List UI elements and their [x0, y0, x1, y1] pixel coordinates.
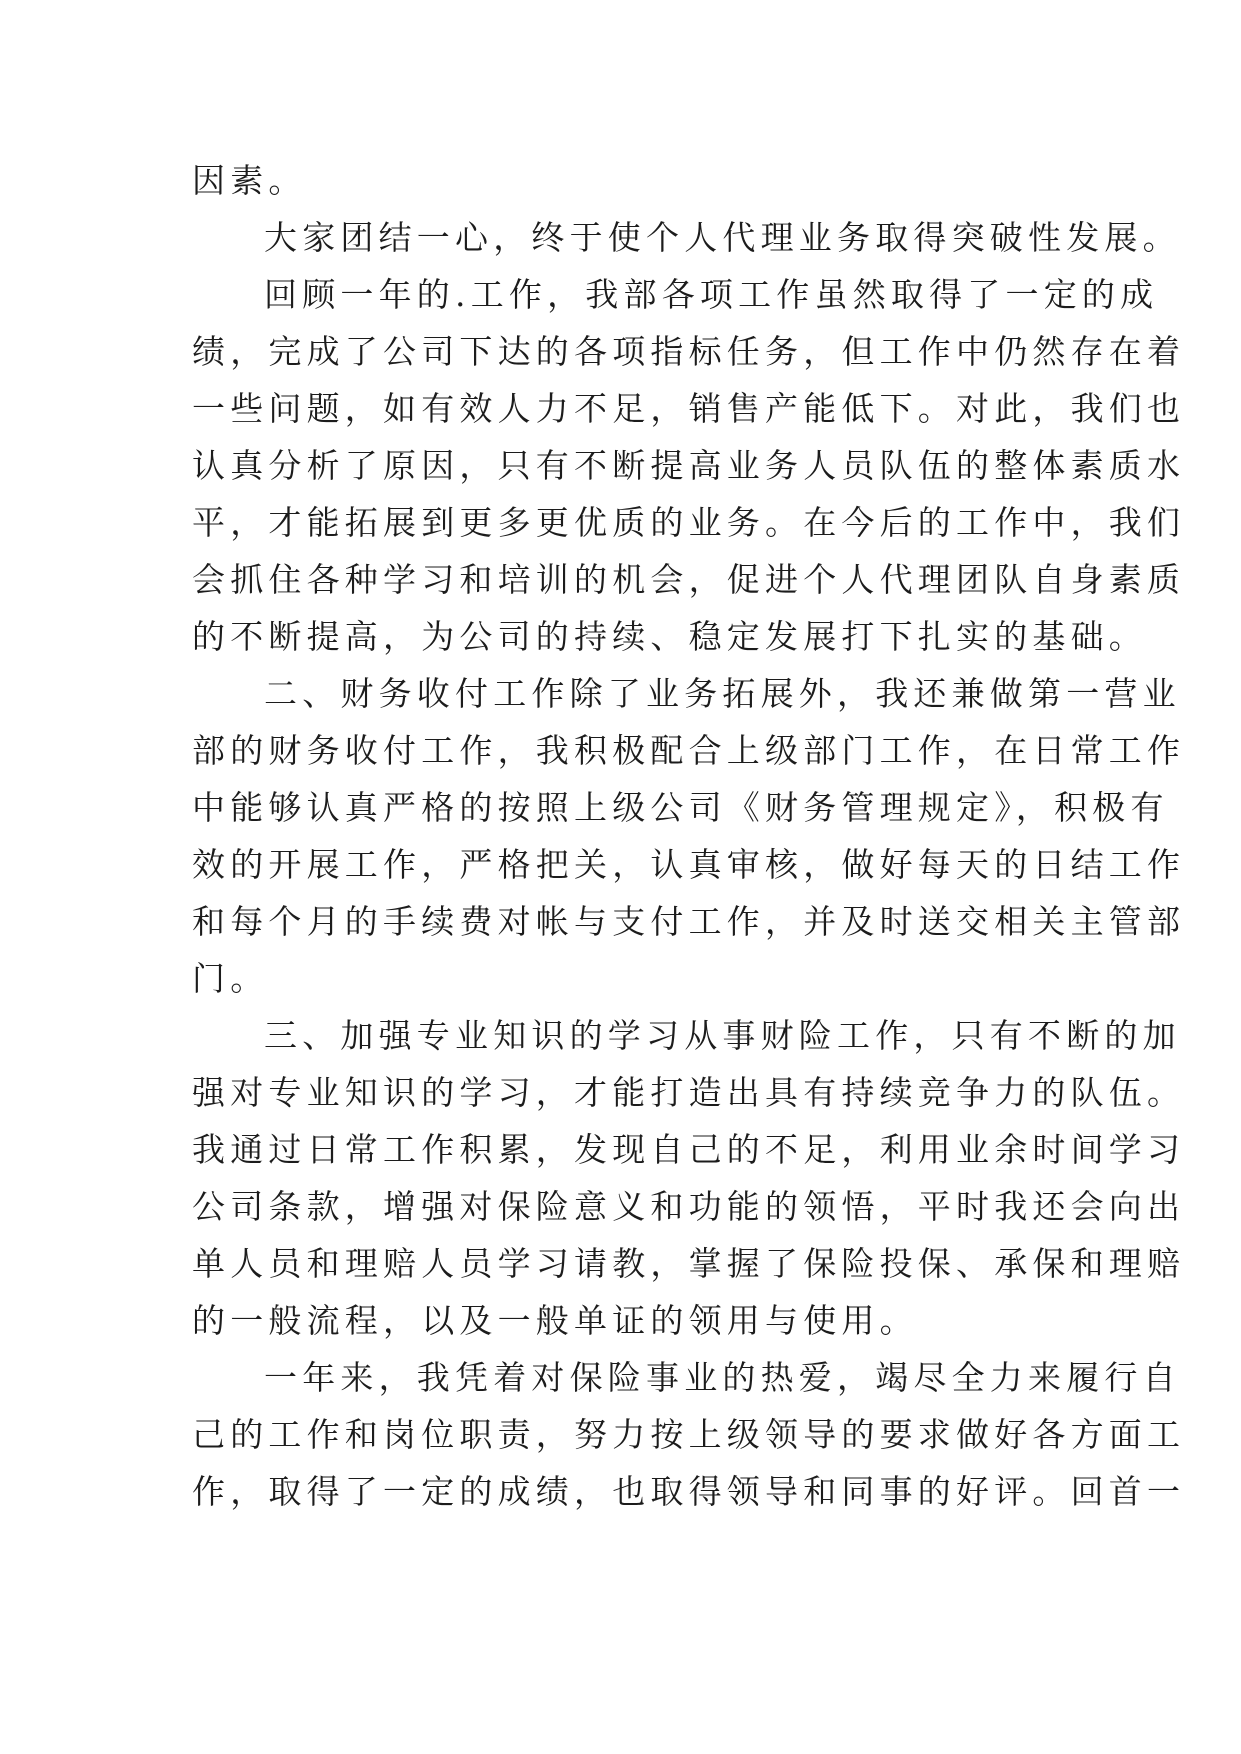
text-line: 平，才能拓展到更多更优质的业务。在今后的工作中，我们 [192, 503, 1186, 542]
text-line: 和每个月的手续费对帐与支付工作，并及时送交相关主管部 [192, 902, 1186, 941]
text-line: 我通过日常工作积累，发现自己的不足，利用业余时间学习 [192, 1130, 1186, 1169]
text-line: 认真分析了原因，只有不断提高业务人员队伍的整体素质水 [192, 446, 1186, 485]
text-line: 会抓住各种学习和培训的机会，促进个人代理团队自身素质 [192, 560, 1186, 599]
text-line: 强对专业知识的学习，才能打造出具有持续竞争力的队伍。 [192, 1073, 1186, 1112]
text-line: 的一般流程，以及一般单证的领用与使用。 [192, 1301, 918, 1340]
text-line: 二、财务收付工作除了业务拓展外，我还兼做第一营业 [264, 674, 1181, 713]
text-line: 门。 [192, 959, 269, 998]
text-line: 回顾一年的.工作，我部各项工作虽然取得了一定的成 [264, 275, 1159, 314]
text-line: 己的工作和岗位职责，努力按上级领导的要求做好各方面工 [192, 1415, 1186, 1454]
text-line: 的不断提高，为公司的持续、稳定发展打下扎实的基础。 [192, 617, 1147, 656]
text-line: 三、加强专业知识的学习从事财险工作，只有不断的加 [264, 1016, 1181, 1055]
text-line: 因素。 [192, 161, 307, 200]
text-line: 效的开展工作，严格把关，认真审核，做好每天的日结工作 [192, 845, 1186, 884]
text-line: 部的财务收付工作，我积极配合上级部门工作，在日常工作 [192, 731, 1186, 770]
text-line: 公司条款，增强对保险意义和功能的领悟，平时我还会向出 [192, 1187, 1186, 1226]
text-line: 单人员和理赔人员学习请教，掌握了保险投保、承保和理赔 [192, 1244, 1186, 1283]
document-body [192, 152, 1186, 1520]
text-line: 一年来，我凭着对保险事业的热爱，竭尽全力来履行自 [264, 1358, 1181, 1397]
text-line: 大家团结一心，终于使个人代理业务取得突破性发展。 [264, 218, 1181, 257]
text-line: 一些问题，如有效人力不足，销售产能低下。对此，我们也 [192, 389, 1186, 428]
text-line: 作，取得了一定的成绩，也取得领导和同事的好评。回首一 [192, 1472, 1186, 1511]
text-line: 中能够认真严格的按照上级公司《财务管理规定》，积极有 [192, 788, 1169, 827]
text-line: 绩，完成了公司下达的各项指标任务，但工作中仍然存在着 [192, 332, 1186, 371]
